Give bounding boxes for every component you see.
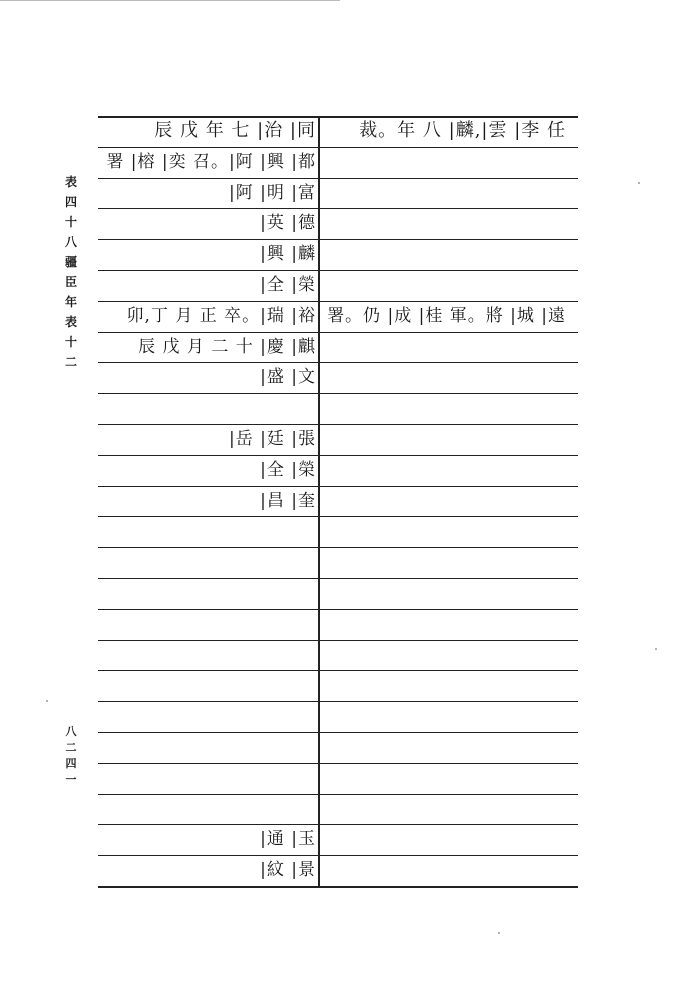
margin-char: 八 [64, 235, 77, 249]
margin-char: 一 [65, 773, 77, 786]
table-row [98, 239, 578, 269]
margin-char: 臣 [64, 275, 77, 289]
page-top-rule [0, 0, 340, 1]
table-row [98, 116, 578, 146]
speck [498, 932, 500, 934]
table-row [98, 609, 578, 639]
left-cell: |盛 |文 [260, 367, 316, 388]
left-cell: 署 |榕 |奕 召。|阿 |興 |都 [106, 151, 316, 172]
table-row [98, 455, 578, 485]
margin-char: 表 [64, 315, 77, 329]
margin-char: 八 [65, 725, 77, 738]
margin-page-number [60, 724, 82, 788]
table-row [98, 424, 578, 454]
table-row [98, 393, 578, 423]
speck [655, 648, 657, 650]
margin-char: 疆 [64, 255, 77, 269]
left-cell: 辰 戊 月 二 十 |慶 |麒 [138, 336, 316, 357]
table-row [98, 640, 578, 670]
margin-char: 十 [64, 215, 77, 229]
table-row [98, 486, 578, 516]
table-row [98, 670, 578, 700]
table-row [98, 301, 578, 331]
table-row [98, 270, 578, 300]
left-cell: |紋 |景 [260, 860, 316, 881]
table-row [98, 701, 578, 731]
table-row [98, 824, 578, 854]
left-cell: |岳 |廷 |張 [229, 429, 316, 449]
row-rule [98, 886, 578, 888]
left-cell: |英 |德 [260, 213, 316, 234]
margin-char: 二 [64, 355, 77, 369]
table-row [98, 332, 578, 362]
table-row [98, 578, 578, 608]
margin-char: 表 [64, 175, 77, 189]
right-cell: 裁。年 八 |麟,|雲 |李 任 [359, 120, 566, 141]
left-cell: 卯,丁 月 正 卒。|瑞 |裕 [126, 305, 316, 326]
table-row [98, 732, 578, 762]
margin-char: 四 [64, 195, 77, 209]
margin-char: 二 [65, 741, 77, 754]
table-row [98, 147, 578, 177]
table-row [98, 763, 578, 793]
right-cell: 署。仍 |成 |桂 軍。將 |城 |遠 [327, 305, 566, 326]
table-row [98, 855, 578, 885]
left-cell: |興 |麟 [260, 244, 316, 265]
margin-title [60, 172, 82, 372]
left-cell: |通 |玉 [260, 829, 316, 850]
margin-char: 年 [64, 295, 77, 309]
table-row [98, 516, 578, 546]
speck [638, 182, 640, 184]
left-cell: |全 |榮 [260, 459, 316, 480]
speck [46, 700, 48, 702]
left-cell: |昌 |奎 [260, 490, 316, 511]
margin-char: 四 [65, 757, 77, 770]
left-cell: 辰 戊 年 七 |治 |同 [154, 120, 316, 141]
table-row [98, 547, 578, 577]
margin-char: 十 [64, 335, 77, 349]
left-cell: |阿 |明 |富 [229, 182, 316, 203]
official-table [98, 116, 578, 886]
table-row [98, 208, 578, 238]
left-cell: |全 |榮 [260, 275, 316, 295]
table-row [98, 362, 578, 392]
table-row [98, 794, 578, 824]
table-row [98, 178, 578, 208]
